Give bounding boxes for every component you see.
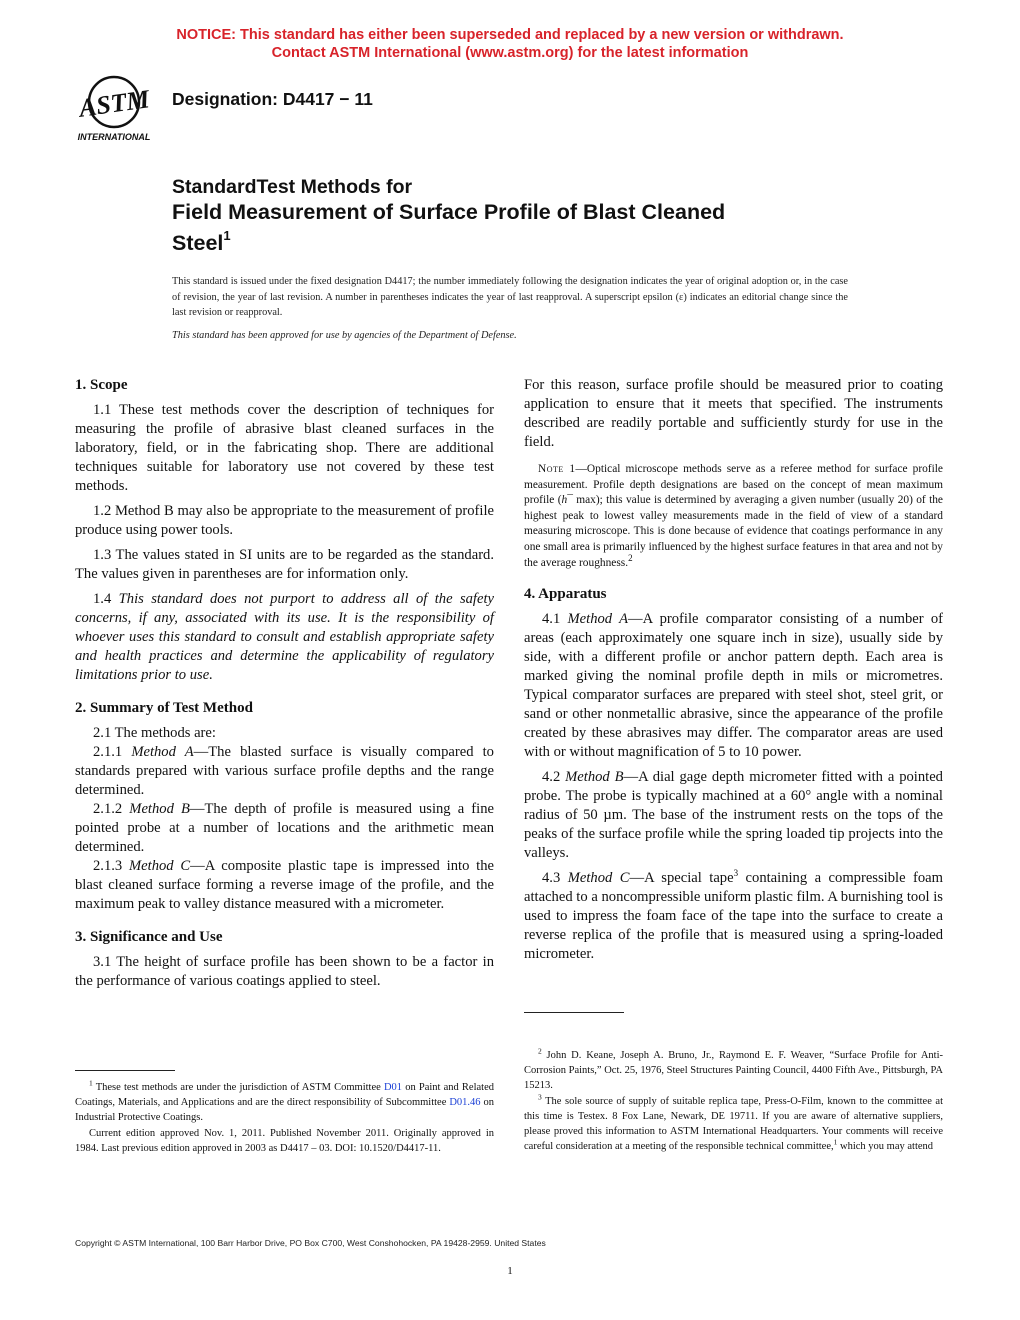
right-column: [524, 376, 943, 964]
edition-info: Current edition approved Nov. 1, 2011. Published November 2011. Originally approved in 1984. Last previous edition approved in 2003 as D4417 – 03. DOI: 10.1520/D4417-11.: [75, 1127, 494, 1154]
para-4-2: 4.2 Method B—A dial gage depth micrometer fitted with a pointed probe. The probe is typically machined at a 60° angle with a nominal radius of 50 µm. The base of the instrument rests on the tops of the peaks of the surface profile while the spring loaded tip projects into the valleys.: [524, 769, 943, 862]
section-1-heading: 1. Scope: [75, 377, 128, 393]
astm-logo-mark: [68, 72, 160, 144]
notice-line-1: NOTICE: This standard has either been superseded and replaced by a new version or withdrawn.: [176, 27, 844, 43]
title-line-3: Steel$^1$: [172, 228, 231, 256]
committee-link[interactable]: D01: [383, 1082, 403, 1093]
para-2-1-1: 2.1.1 Method A—The blasted surface is visually compared to standards prepared with various surface profile depths and the range determined.: [75, 744, 494, 798]
footnote-1: $^1$ These test methods are under the jurisdiction of ASTM Committee D01 on Paint and Related Coatings, Materials, and Applications and are the direct responsibility of Subcommittee D01.46 on Industrial Protective Coatings.: [75, 1078, 494, 1124]
astm-logo: [68, 72, 160, 144]
footnote-rule-left: [75, 1070, 175, 1071]
para-2-1-2: 2.1.2 Method B—The depth of profile is measured using a fine pointed probe at a number of locations and the arithmetic mean determined.: [75, 801, 494, 855]
para-1-4: 1.4 This standard does not purport to address all of the safety concerns, if any, associated with its use. It is the responsibility of whoever uses this standard to consult and establish appropriate safety and health practices and determine the applicability of regulatory limitations prior to use.: [75, 591, 494, 683]
section-4-heading: 4. Apparatus: [524, 586, 607, 603]
title-line-2: Field Measurement of Surface Profile of Blast Cleaned: [172, 200, 726, 224]
para-2-1: 2.1 The methods are:: [93, 725, 216, 741]
logo-subtitle: INTERNATIONAL: [77, 132, 151, 142]
para-1-1: 1.1 These test methods cover the description of techniques for measuring the profile of abrasive blast cleaned surfaces in the laboratory, field, or in the fabricating shop. There are additional techniques suitable for laboratory use not covered by these test methods.: [75, 402, 494, 494]
footnotes-left: [75, 1080, 494, 1156]
designation: Designation: D4417 − 11: [172, 89, 373, 109]
para-4-1: 4.1 Method A—A profile comparator consisting of a number of areas (each approximately one square inch in size), usually side by side, with a different profile or anchor pattern depth. Each area is marked giving the nominal profile depth in mils or micrometres. Typical comparator surfaces are prepared with steel shot, steel grit, or sand or other nonmetallic abrasive, since the appearance of the profile created by these abrasives may differ. The comparator areas are used with or without magnification of 5 to 10 power.: [524, 611, 943, 761]
notice-line-2: Contact ASTM International (www.astm.org) for the latest information: [271, 45, 749, 61]
para-2-1-3: 2.1.3 Method C—A composite plastic tape is impressed into the blast cleaned surface forming a reverse image of the profile, and the maximum peak to valley distance measured with a micrometer.: [75, 858, 495, 912]
issued-statement: This standard is issued under the fixed designation D4417; the number immediately following the designation indicates the year of original adoption or, in the case of revision, the year of last revision. A number in parentheses indicates the year of last reapproval. A superscript epsilon (ε) indicates an editorial change since the last revision or reapproval.: [172, 276, 848, 318]
para-1-2: 1.2 Method B may also be appropriate to the measurement of profile produce using power tools.: [75, 503, 494, 538]
note-1-footnote-ref[interactable]: 2: [628, 552, 633, 563]
footnote-2: $^2$ John D. Keane, Joseph A. Bruno, Jr., Raymond E. F. Weaver, “Surface Profile for Anti-Corrosion Paints,” Oct. 25, 1976, Steel Structures Painting Council, 4400 Fifth Ave., Pittsburgh, PA 15213.: [524, 1046, 943, 1092]
logo-letters: ASTM: [77, 84, 152, 123]
subcommittee-link[interactable]: D01.46: [449, 1097, 481, 1109]
footnote-rule-right: [524, 1012, 624, 1013]
title-main: [172, 199, 872, 256]
copyright-line: Copyright © ASTM International, 100 Barr Harbor Drive, PO Box C700, West Conshohocken, PA 19428-2959. United States: [75, 1238, 546, 1248]
footnotes-right: [524, 1048, 943, 1154]
withdrawal-notice: [0, 26, 1020, 62]
page-number: 1: [507, 1265, 513, 1277]
para-3-1: 3.1 The height of surface profile has been shown to be a factor in the performance of various coatings applied to steel.: [75, 954, 494, 989]
title-line-1: StandardTest Methods for: [172, 176, 413, 198]
note-1: Note 1—Optical microscope methods serve as a referee method for surface profile measurement. Profile depth designations are based on the concept of mean maximum profile (h¯ max); this value is determined by averaging a given number (usually 20) of the highest peak to lowest valley measurements made in the field of view of a standard measuring microscope. This is done because of evidence that coatings performance in any one small area is primarily influenced by the highest surface features in that area and not by the average roughness.$^2$: [524, 463, 943, 569]
section-3-heading: 3. Significance and Use: [75, 929, 223, 945]
dod-approval: This standard has been approved for use by agencies of the Department of Defense.: [172, 330, 517, 341]
para-4-3: 4.3 Method C—A special tape$^3$ containing a compressible foam attached to a noncompressible uniform plastic film. A burnishing tool is used to impress the foam face of the tape into the surface to create a reverse replica of the profile that is measured using a spring-loaded micrometer.: [524, 868, 943, 963]
title-footnote-ref[interactable]: 1: [223, 228, 231, 243]
left-column: [75, 376, 494, 991]
section-2-heading: 2. Summary of Test Method: [75, 700, 253, 716]
para-4-3-footnote-ref[interactable]: 3: [733, 868, 739, 879]
para-3-1-continued: For this reason, surface profile should be measured prior to coating application to ensure that it meets that specified. The instruments described are readily portable and sufficiently sturdy for use in the field.: [524, 377, 943, 450]
footnote-3: $^3$ The sole source of supply of suitable replica tape, Press-O-Film, known to the committee at this time is Testex. 8 Fox Lane, Newark, DE 19711. If you are aware of alternative suppliers, please proved this information to ASTM International Headquarters. Your comments will receive careful consideration at a meeting of the responsible technical committee,$^1$ which you may attend: [524, 1092, 943, 1153]
para-1-3: 1.3 The values stated in SI units are to be regarded as the standard. The values given in parentheses are for information only.: [75, 547, 494, 582]
